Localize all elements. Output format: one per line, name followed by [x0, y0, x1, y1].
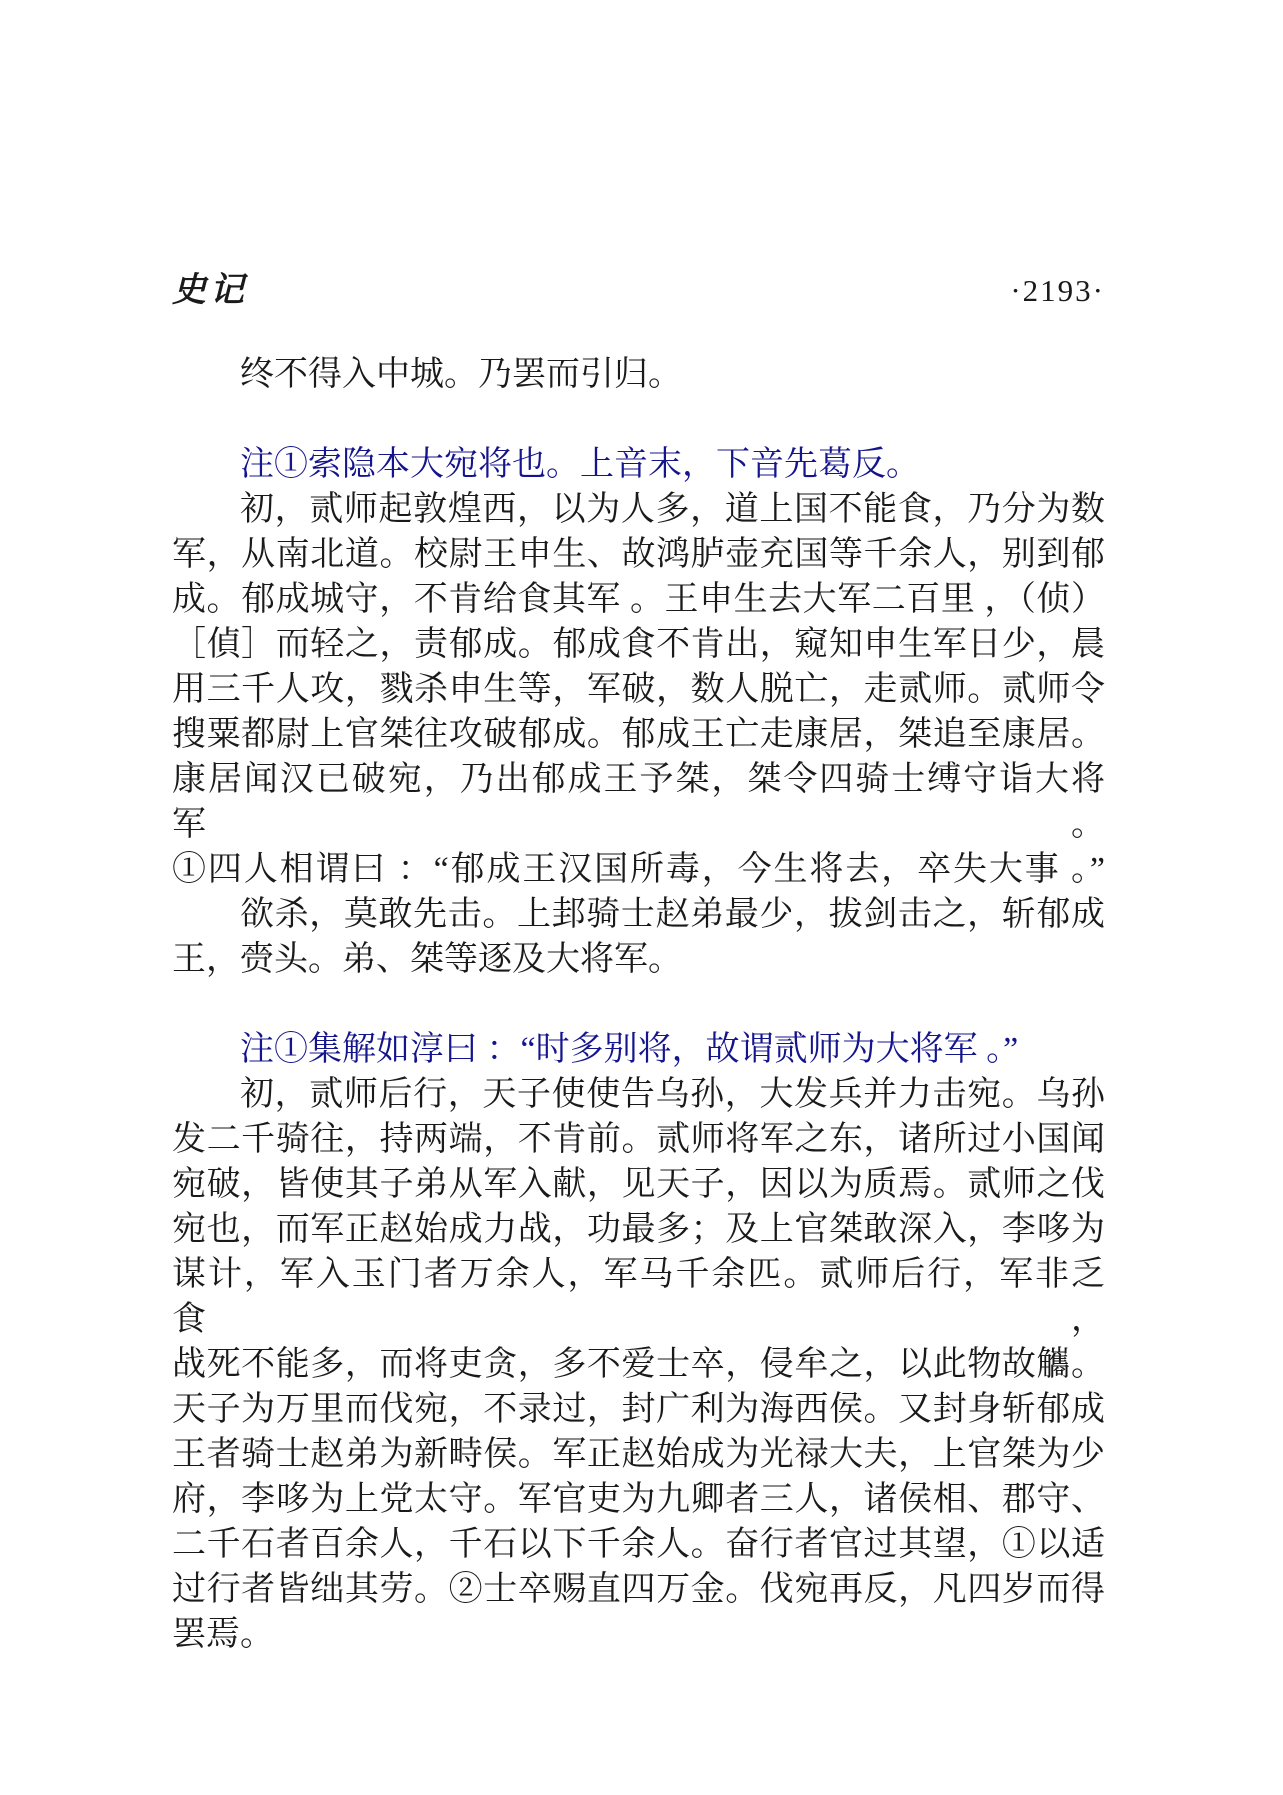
text-line: ［偵］而轻之，责郁成。郁成食不肯出，窥知申生军日少，晨 [172, 626, 1105, 663]
text-line: 军，从南北道。校尉王申生、故鸿胪壶充国等千余人，别到郁 [172, 536, 1105, 573]
text-line: 罢焉。 [172, 1616, 274, 1653]
text-line: 过行者皆绌其劳。②士卒赐直四万金。伐宛再反，凡四岁而得 [172, 1571, 1105, 1608]
text-line: 王，赍头。弟、桀等逐及大将军。 [172, 941, 682, 978]
annotation-line: 注①集解如淳曰 ：“时多别将，故谓贰师为大将军 。” [240, 1031, 1019, 1068]
text-line: ①四人相谓曰 ：“郁成王汉国所毒，今生将去，卒失大事 。” [172, 851, 1105, 888]
text-line: 发二千骑往，持两端，不肯前。贰师将军之东，诸所过小国闻 [172, 1121, 1105, 1158]
text-line: 初，贰师起敦煌西，以为人多，道上国不能食，乃分为数 [240, 491, 1105, 528]
book-title: 史记 [172, 272, 248, 309]
text-line: 欲杀，莫敢先击。上邽骑士赵弟最少，拔剑击之，斩郁成 [240, 896, 1105, 933]
text-line: 战死不能多，而将吏贪，多不爱士卒，侵牟之，以此物故觿。 [172, 1346, 1105, 1383]
text-line: 王者骑士赵弟为新畤侯。军正赵始成为光禄大夫，上官桀为少 [172, 1436, 1105, 1473]
text-line: 宛破，皆使其子弟从军入献，见天子，因以为质焉。贰师之伐 [172, 1166, 1105, 1203]
text-line: 用三千人攻，戮杀申生等，军破，数人脱亡，走贰师。贰师令 [172, 671, 1105, 708]
text-line: 搜粟都尉上官桀往攻破郁成。郁成王亡走康居，桀追至康居。 [172, 716, 1105, 753]
text-line: 二千石者百余人，千石以下千余人。奋行者官过其望，①以适 [172, 1526, 1105, 1563]
text-line: 终不得入中城。乃罢而引归。 [240, 356, 682, 393]
page-header [172, 262, 1105, 311]
text-line: 宛也，而军正赵始成力战，功最多；及上官桀敢深入，李哆为 [172, 1211, 1105, 1248]
text-line: 天子为万里而伐宛，不录过，封广利为海西侯。又封身斩郁成 [172, 1391, 1105, 1428]
text-line: 府，李哆为上党太守。军官吏为九卿者三人，诸侯相、郡守、 [172, 1481, 1105, 1518]
page-body [172, 352, 1105, 1657]
page-number: ·2193· [1010, 273, 1105, 308]
text-line: 成。郁成城守，不肯给食其军 。王申生去大军二百里 ，（侦） [172, 581, 1105, 618]
text-line: 初，贰师后行，天子使使告乌孙，大发兵并力击宛。乌孙 [240, 1076, 1105, 1113]
text-line: 谋计，军入玉门者万余人，军马千余匹。贰师后行，军非乏食， [172, 1256, 1105, 1338]
annotation-line: 注①索隐本大宛将也。上音末，下音先葛反。 [240, 446, 920, 483]
text-line: 康居闻汉已破宛，乃出郁成王予桀，桀令四骑士缚守诣大将军。 [172, 761, 1105, 843]
